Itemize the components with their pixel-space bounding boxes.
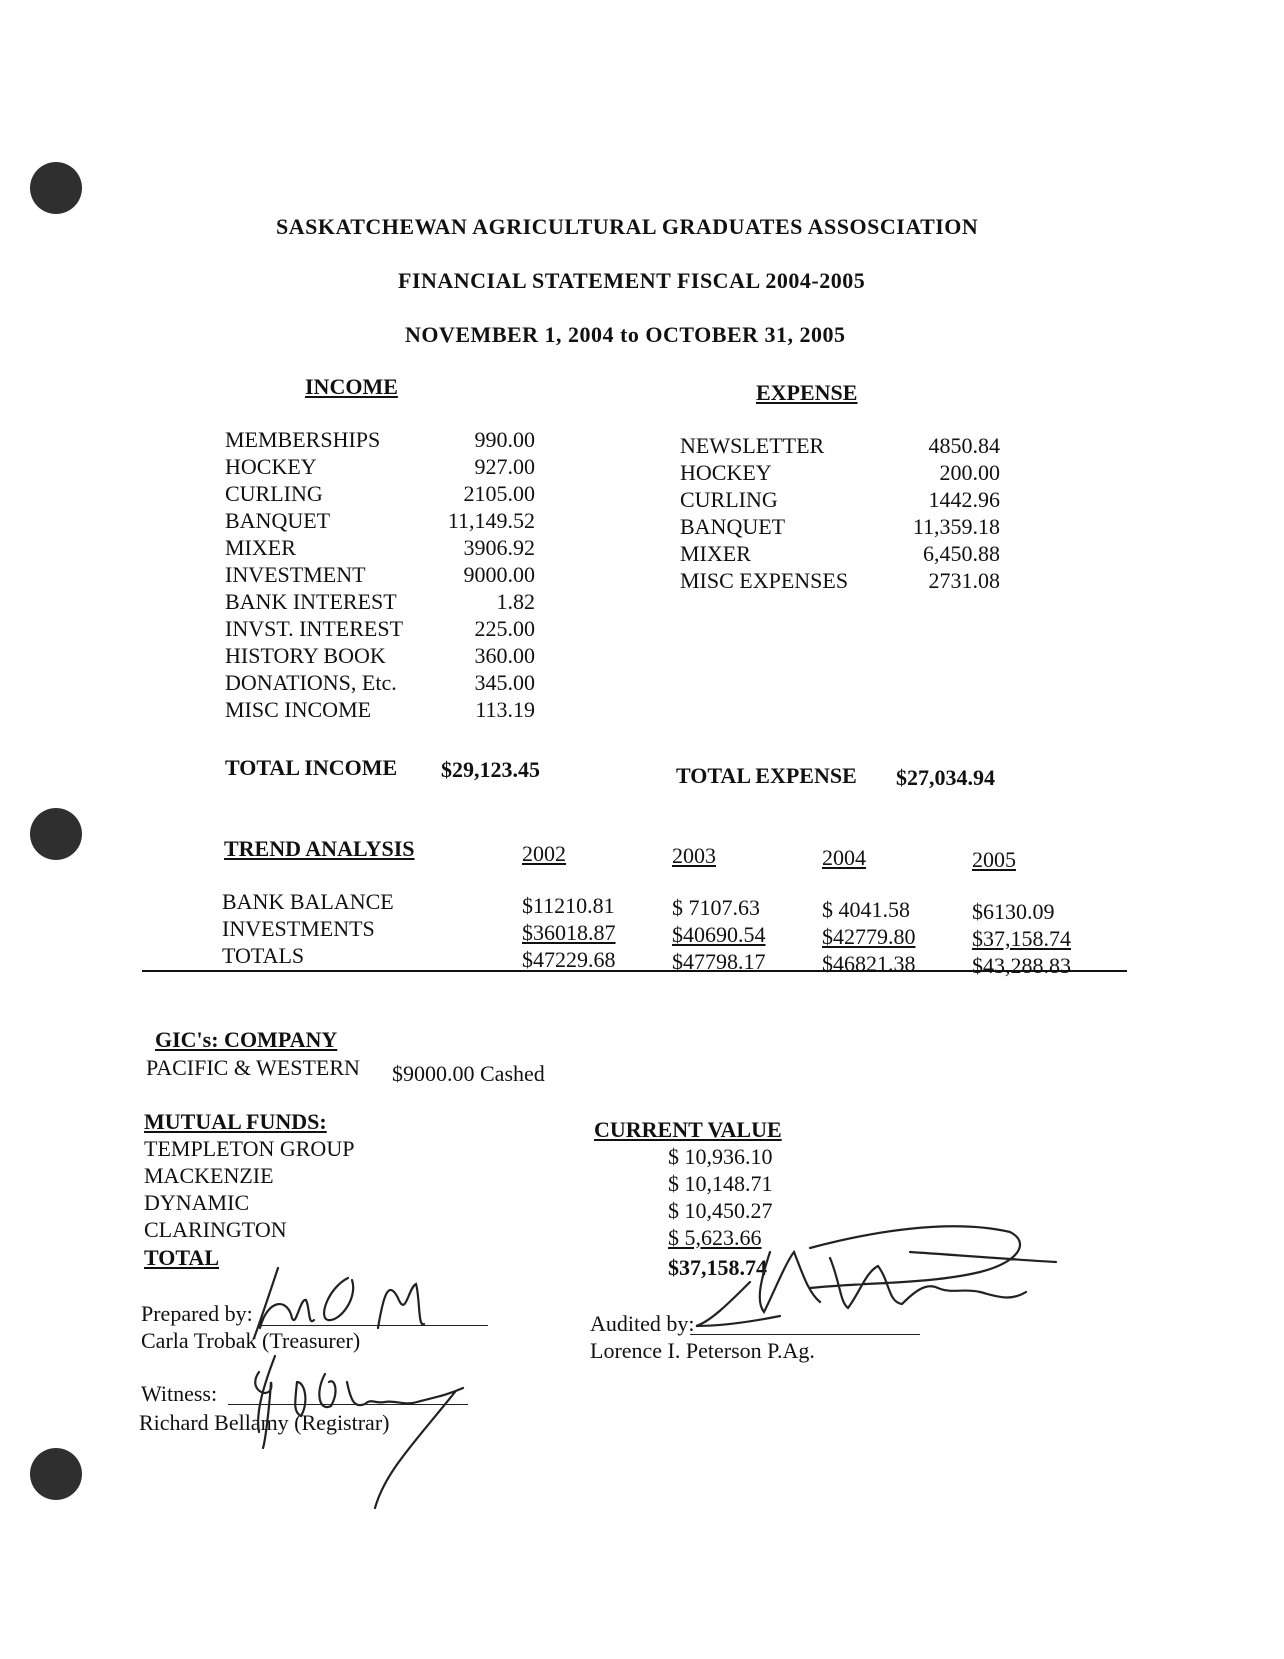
income-row: [225, 534, 535, 561]
total-income-label: TOTAL INCOME: [225, 755, 398, 780]
income-row: [225, 561, 535, 588]
income-row: [225, 615, 535, 642]
trend-cell: $37,158.74: [972, 926, 1071, 951]
current-value-item: $ 5,623.66: [668, 1225, 762, 1250]
income-item-label: INVESTMENT: [225, 562, 366, 587]
income-row: [225, 507, 535, 534]
expense-item-label: CURLING: [680, 487, 778, 512]
income-item-label: HOCKEY: [225, 454, 317, 479]
income-item-amount: 1.82: [496, 589, 535, 614]
income-heading: INCOME: [305, 374, 398, 399]
punch-hole-top: [30, 162, 82, 214]
document-subtitle: FINANCIAL STATEMENT FISCAL 2004-2005: [398, 268, 866, 293]
mutual-fund-name: CLARINGTON: [144, 1217, 287, 1242]
income-item-label: DONATIONS, Etc.: [225, 670, 397, 695]
expense-row: [680, 459, 1000, 486]
treasurer-signature: [248, 1258, 458, 1348]
trend-year: 2004: [822, 845, 866, 870]
expense-item-amount: 6,450.88: [923, 541, 1000, 566]
income-item-label: HISTORY BOOK: [225, 643, 386, 668]
income-item-amount: 9000.00: [463, 562, 535, 587]
trend-cell: $6130.09: [972, 899, 1055, 924]
expense-item-amount: 4850.84: [928, 433, 1000, 458]
trend-cell: $ 7107.63: [672, 895, 760, 920]
income-item-amount: 360.00: [474, 643, 535, 668]
trend-cell: $11210.81: [522, 893, 615, 918]
trend-cell: $ 4041.58: [822, 897, 910, 922]
expense-row: [680, 540, 1000, 567]
income-row: [225, 642, 535, 669]
income-item-label: MISC INCOME: [225, 697, 372, 722]
trend-row-label: TOTALS: [222, 943, 305, 968]
trend-cell: $42779.80: [822, 924, 916, 949]
trend-cell: $47798.17: [672, 949, 766, 974]
audited-by-label: Audited by:: [590, 1311, 695, 1336]
income-list: [225, 426, 535, 723]
mutual-funds-heading: MUTUAL FUNDS:: [144, 1109, 327, 1134]
expense-item-label: HOCKEY: [680, 460, 772, 485]
income-item-amount: 3906.92: [463, 535, 535, 560]
current-value-total: $37,158.74: [668, 1255, 767, 1280]
witness-name: Richard Bellamy (Registrar): [139, 1410, 390, 1435]
expense-heading: EXPENSE: [756, 380, 858, 405]
punch-hole-middle: [30, 808, 82, 860]
income-item-label: MIXER: [225, 535, 296, 560]
gics-heading: GIC's: COMPANY: [155, 1027, 338, 1052]
income-item-label: BANK INTEREST: [225, 589, 397, 614]
total-expense-label: TOTAL EXPENSE: [676, 763, 857, 788]
total-expense-value: $27,034.94: [896, 765, 995, 790]
expense-item-amount: 2731.08: [928, 568, 1000, 593]
current-value-item: $ 10,450.27: [668, 1198, 773, 1223]
expense-item-label: MISC EXPENSES: [680, 568, 849, 593]
income-row: [225, 588, 535, 615]
witness-label: Witness:: [141, 1381, 218, 1406]
expense-item-label: NEWSLETTER: [680, 433, 825, 458]
income-item-label: INVST. INTEREST: [225, 616, 404, 641]
prepared-by-name: Carla Trobak (Treasurer): [141, 1328, 361, 1353]
expense-row: [680, 486, 1000, 513]
audited-by-name: Lorence I. Peterson P.Ag.: [590, 1338, 815, 1363]
trend-year: 2003: [672, 843, 716, 868]
current-value-heading: CURRENT VALUE: [594, 1117, 782, 1142]
income-row: [225, 669, 535, 696]
expense-item-amount: 200.00: [939, 460, 1000, 485]
trend-cell: $40690.54: [672, 922, 766, 947]
trend-cell: $43,288.83: [972, 953, 1071, 978]
expense-item-amount: 1442.96: [928, 487, 1000, 512]
document-title: SASKATCHEWAN AGRICULTURAL GRADUATES ASSOSCIATION: [276, 214, 979, 239]
trend-cell: $36018.87: [522, 920, 616, 945]
trend-heading: TREND ANALYSIS: [224, 836, 415, 861]
income-item-label: MEMBERSHIPS: [225, 427, 381, 452]
punch-hole-bottom: [30, 1448, 82, 1500]
income-item-amount: 990.00: [474, 427, 535, 452]
mutual-fund-name: DYNAMIC: [144, 1190, 250, 1215]
trend-cell: $47229.68: [522, 947, 616, 972]
income-item-amount: 927.00: [474, 454, 535, 479]
registrar-signature: [235, 1352, 500, 1512]
mutual-funds-total-label: TOTAL: [144, 1245, 219, 1270]
expense-item-amount: 11,359.18: [912, 514, 1000, 539]
income-item-amount: 11,149.52: [447, 508, 535, 533]
income-item-amount: 113.19: [475, 697, 535, 722]
income-item-amount: 225.00: [474, 616, 535, 641]
income-row: [225, 426, 535, 453]
income-row: [225, 453, 535, 480]
income-item-label: BANQUET: [225, 508, 331, 533]
trend-row-label: INVESTMENTS: [222, 916, 375, 941]
trend-bottom-rule: [142, 970, 1127, 972]
income-item-amount: 2105.00: [463, 481, 535, 506]
auditor-signature: [690, 1222, 1060, 1342]
mutual-fund-name: TEMPLETON GROUP: [144, 1136, 355, 1161]
income-item-label: CURLING: [225, 481, 323, 506]
current-value-item: $ 10,148.71: [668, 1171, 773, 1196]
income-row: [225, 480, 535, 507]
trend-year: 2005: [972, 847, 1016, 872]
mutual-funds-list: [144, 1135, 354, 1243]
total-income-value: $29,123.45: [441, 757, 540, 782]
prepared-by-label: Prepared by:: [141, 1301, 253, 1326]
expense-item-label: BANQUET: [680, 514, 786, 539]
expense-row: [680, 567, 1000, 594]
income-row: [225, 696, 535, 723]
gics-detail: $9000.00 Cashed: [392, 1061, 545, 1086]
current-value-item: $ 10,936.10: [668, 1144, 773, 1169]
trend-year: 2002: [522, 841, 566, 866]
expense-item-label: MIXER: [680, 541, 751, 566]
expense-row: [680, 432, 1000, 459]
document-period: NOVEMBER 1, 2004 to OCTOBER 31, 2005: [405, 322, 846, 347]
income-item-amount: 345.00: [474, 670, 535, 695]
expense-row: [680, 513, 1000, 540]
mutual-fund-name: MACKENZIE: [144, 1163, 274, 1188]
gics-company: PACIFIC & WESTERN: [146, 1055, 360, 1080]
expense-list: [680, 432, 1000, 594]
trend-cell: $46821.38: [822, 951, 916, 976]
trend-row-label: BANK BALANCE: [222, 889, 394, 914]
